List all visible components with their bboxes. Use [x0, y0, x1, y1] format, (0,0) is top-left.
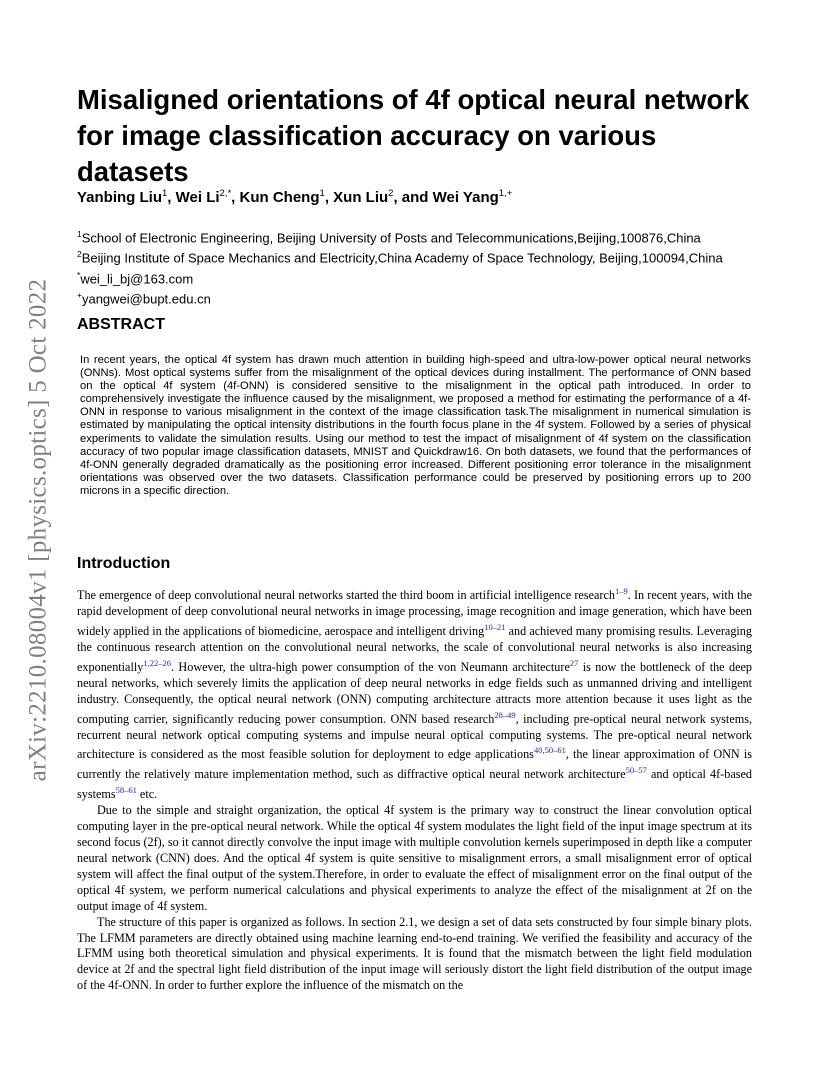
paragraph-text: and achieved many promising results. Leveraging the continuous research attention on the convolutional neural networks, the scale of convolutional neural networks is also increasing exponentially [77, 623, 752, 674]
citation-link[interactable]: 1–9 [614, 586, 628, 596]
arxiv-identifier-stamp [18, 270, 58, 790]
author-separator: , [167, 189, 176, 206]
affiliation-text: Beijing Institute of Space Mechanics and Electricity,China Academy of Space Technology, Beijing,100094,China [81, 250, 723, 266]
author-name: Wei Yang [432, 189, 499, 206]
paragraph-text: , the linear approximation of ONN is currently the relatively mature implementation method, such as diffractive optical neural network architecture [77, 747, 752, 782]
affiliation-line [77, 287, 777, 307]
author-affiliation-mark: 2 [388, 188, 394, 199]
author-separator: , [324, 189, 334, 206]
author-affiliation-mark: 2,* [219, 188, 232, 199]
paragraph-text: The structure of this paper is organized as follows. In section 2.1, we design a set of data sets constructed by four simple binary plots. The LFMM parameters are directly obtained using machine learning end-to-end training. We verified the feasibility and accuracy of the LFMM using both theoretical simulation and physical experiments. It is found that the mismatch between the light field modulation device at 2f and the spectral light field distribution of the input image will seriously distort the light field distribution of the output image of the 4f-ONN. In order to further explore the influence of the mismatch on the [77, 914, 752, 993]
affiliation-line [77, 267, 777, 287]
author-affiliation-mark: 1 [319, 188, 325, 199]
citation-link[interactable]: 28–49 [494, 709, 516, 720]
paragraph-text: , including pre-optical neural network systems, recurrent neural network optical computing systems and impulse neural optical computing systems. The pre-optical neural network architecture is considered as the most feasible solution for deployment to edge applications [77, 711, 752, 762]
paragraph-text: The emergence of deep convolutional neural networks started the third boom in artificial intelligence research [77, 588, 615, 603]
affiliation-mark: * [77, 269, 81, 280]
author-affiliation-mark: 1,+ [498, 188, 513, 199]
author-list [77, 188, 777, 206]
introduction-body [77, 584, 752, 994]
abstract-text: In recent years, the optical 4f system has drawn much attention in building high-speed and ultra-low-power optical neural networks (ONNs). Most optical systems suffer from the misalignment of the optical devices during installment. The performance of ONN based on the optical 4f system (4f-ONN) is considered sensitive to the misalignment in the optical path introduced. In order to comprehensively investigate the influence caused by the misalignment, we proposed a method for estimating the performance of a 4f-ONN in response to various misalignment in the context of the image classification task.The misalignment in numerical simulation is estimated by manipulating the optical intensity distributions in the fourth focus plane in the 4f system. Followed by a series of physical experiments to validate the simulation results. Using our method to test the impact of misalignment of 4f system on the classification accuracy of two popular image classification datasets, MNIST and Quickdraw16. On both datasets, we found that the performances of 4f-ONN generally degraded dramatically as the positioning error increased. Different positioning error tolerance in the misalignment orientations was observed over the two datasets. Classification performance could be preserved by positioning errors up to 200 microns in a specific direction. [80, 354, 751, 497]
paragraph-text: . In recent years, with the rapid development of deep convolutional neural networks in image processing, image recognition and image generation, which have been widely applied in the applications of biomedicine, aerospace and intelligent driving [77, 588, 752, 638]
author-name: Yanbing Liu [77, 189, 162, 206]
author-name: Xun Liu [333, 189, 389, 206]
paragraph-text: and optical 4f-based systems [77, 767, 752, 802]
paragraph-text: etc. [136, 787, 158, 802]
citation-link[interactable]: 1,22–26 [143, 657, 171, 668]
affiliation-mark: + [77, 289, 82, 300]
citation-link[interactable]: 58–61 [115, 785, 137, 796]
affiliation-mark: 2 [77, 249, 82, 260]
affiliations [77, 226, 777, 307]
affiliation-line [77, 246, 777, 266]
author-affiliation-mark: 1 [162, 188, 168, 199]
paragraph-text: . However, the ultra-high power consumption of the von Neumann architecture [170, 659, 570, 674]
affiliation-line [77, 226, 777, 246]
paragraph-text: Due to the simple and straight organization, the optical 4f system is the primary way to construct the linear convolution optical computing layer in the pre-optical neural network. While the optical 4f system modulates the light field of the input image spectrum at its second focus (2f), so it cannot directly convolve the input image with multiple convolution kernels superimposed in depth like a computer neural network (CNN) does. And the optical 4f system is quite sensitive to misalignment errors, a small misalignment error of optical system will affect the final output of the system.Therefore, in order to evaluate the effect of misalignment error on the final output of the optical 4f system, we perform numerical calculations and physical experiments to analyze the effect of the misalignment at 2f on the output image of 4f system. [77, 803, 752, 913]
affiliation-text: School of Electronic Engineering, Beijing University of Posts and Telecommunications,Beijing,100876,China [81, 230, 701, 246]
author-separator: , [231, 189, 240, 206]
citation-link[interactable]: 10–21 [484, 621, 506, 632]
introduction-paragraph [77, 584, 752, 803]
citation-link[interactable]: 40,50–61 [533, 745, 566, 756]
abstract-heading: ABSTRACT [77, 316, 165, 333]
citation-link[interactable]: 27 [569, 657, 579, 668]
author-name: Wei Li [175, 189, 220, 206]
introduction-heading: Introduction [77, 555, 171, 572]
paragraph-text: is now the bottleneck of the deep neural networks, which severely limits the application of deep neural networks in edge fields such as unmanned driving and intelligent industry. Consequently, the optical neural network (ONN) computing architecture attracts more attention because it uses light as the computing carrier, significantly reducing power consumption. ONN based research [77, 659, 752, 726]
paper-title: Misaligned orientations of 4f optical neural network for image classification accuracy on various datasets [77, 84, 750, 187]
affiliation-mark: 1 [77, 229, 82, 239]
citation-link[interactable]: 50–57 [625, 765, 647, 776]
affiliation-text: yangwei@bupt.edu.cn [81, 291, 211, 307]
introduction-paragraph [77, 915, 752, 995]
introduction-paragraph [77, 803, 752, 914]
arxiv-stamp-text: arXiv:2210.08004v1 [physics.optics] 5 Oct 2022 [24, 278, 52, 782]
author-name: Kun Cheng [239, 189, 320, 206]
author-separator: , and [393, 189, 433, 206]
affiliation-text: wei_li_bj@163.com [80, 270, 194, 286]
